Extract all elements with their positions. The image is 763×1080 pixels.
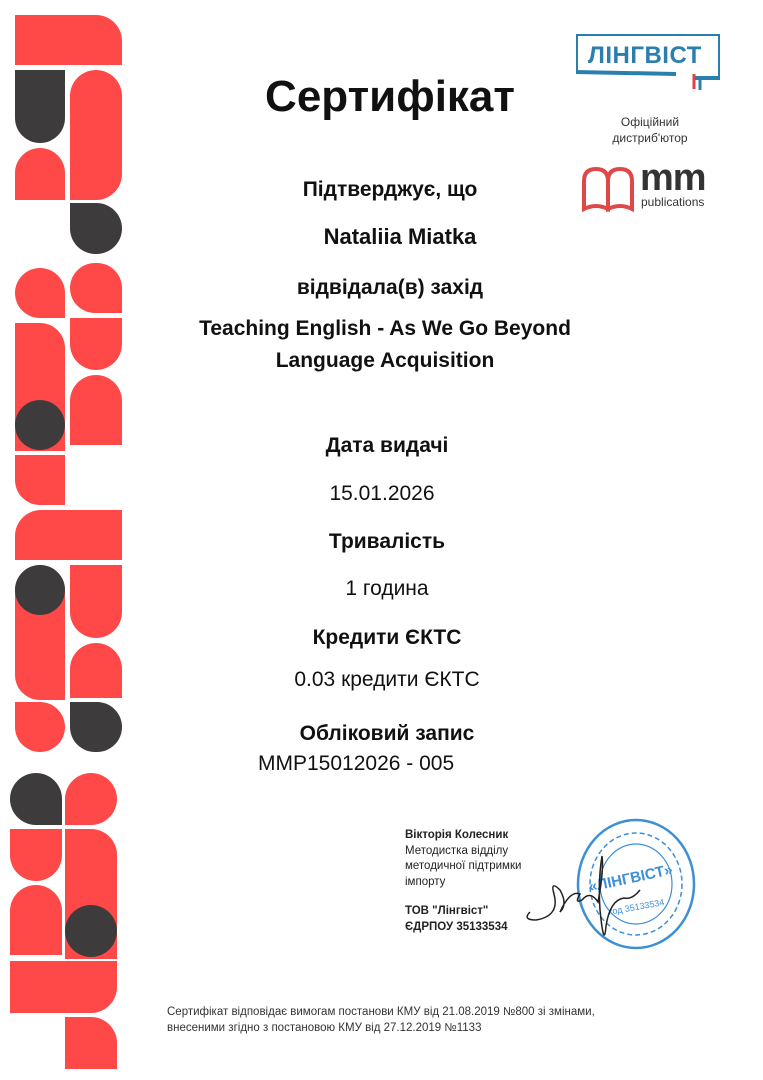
pattern-shape <box>15 268 65 318</box>
mm-logo-subtitle: publications <box>641 195 705 209</box>
mm-logo-text: mm <box>640 157 706 199</box>
pattern-shape <box>65 905 117 957</box>
pattern-shape <box>65 1017 117 1069</box>
company-edrpou: ЄДРПОУ 35133534 <box>405 920 508 933</box>
pattern-shape <box>70 203 122 254</box>
pattern-shape <box>70 702 122 752</box>
lingvist-logo-text: ЛІНГВІСТ <box>588 42 702 69</box>
pattern-shape <box>15 455 65 505</box>
decorative-pattern <box>0 0 140 1080</box>
duration-label: Тривалість <box>328 530 446 553</box>
event-title-line1: Teaching English - As We Go Beyond <box>199 317 571 340</box>
pattern-shape <box>15 702 65 752</box>
footer-line2: внесеними згідно з постановою КМУ від 27.12.2019 №1133 <box>167 1021 482 1034</box>
confirms-label: Підтверджує, що <box>302 178 478 201</box>
official-distributor-label <box>590 114 710 146</box>
event-title-line2: Language Acquisition <box>275 349 495 372</box>
recipient-name: Nataliia Miatka <box>323 224 477 249</box>
issue-date-label: Дата видачі <box>325 434 449 457</box>
pattern-shape <box>15 510 122 560</box>
signatory-block <box>405 828 521 935</box>
distributor-line1: Офіційний <box>620 115 680 129</box>
credits-label: Кредити ЄКТС <box>312 626 462 649</box>
stamp-center-text: «ЛІНГВІСТ» <box>587 861 675 896</box>
pattern-shape <box>70 565 122 638</box>
company-name: ТОВ "Лінгвіст" <box>405 905 489 917</box>
mm-publications-logo <box>580 157 720 215</box>
pattern-shape <box>65 773 117 825</box>
duration-value: 1 година <box>345 577 429 600</box>
credits-value: 0.03 кредити ЄКТС <box>294 668 480 691</box>
pattern-shape <box>15 565 65 615</box>
signatory-position-1: Методистка відділу <box>405 844 509 857</box>
pattern-shape <box>15 148 65 200</box>
attended-label: відвідала(в) захід <box>296 276 484 299</box>
signature <box>520 850 660 960</box>
open-book-icon <box>580 165 640 215</box>
pattern-shape <box>15 70 65 143</box>
certificate-title: Сертифікат <box>265 72 515 121</box>
pattern-shape <box>15 400 65 450</box>
signatory-position-3: імпорту <box>405 875 446 888</box>
pattern-shape <box>70 263 122 313</box>
pattern-shape <box>15 15 122 65</box>
pattern-shape <box>70 375 122 445</box>
stamp-code: код 35133534 <box>607 897 666 917</box>
issue-date-value: 15.01.2026 <box>329 482 435 505</box>
pattern-shape <box>10 773 62 825</box>
record-id: MMP15012026 - 005 <box>258 752 455 775</box>
pattern-shape <box>70 318 122 370</box>
pattern-shape <box>70 70 122 200</box>
pattern-shape <box>10 961 117 1013</box>
signatory-position-2: методичної підтримки <box>405 860 522 872</box>
pattern-shape <box>10 885 62 955</box>
pattern-shape <box>10 829 62 881</box>
lingvist-logo <box>576 34 720 90</box>
footer-line1: Сертифікат відповідає вимогам постанови КМУ від 21.08.2019 №800 зі змінами, <box>167 1006 595 1018</box>
distributor-line2: дистриб'ютор <box>612 131 688 145</box>
pattern-shape <box>70 643 122 698</box>
record-label: Обліковий запис <box>299 722 475 745</box>
signatory-name: Вікторія Колесник <box>405 829 509 841</box>
legal-footer <box>167 1005 595 1036</box>
